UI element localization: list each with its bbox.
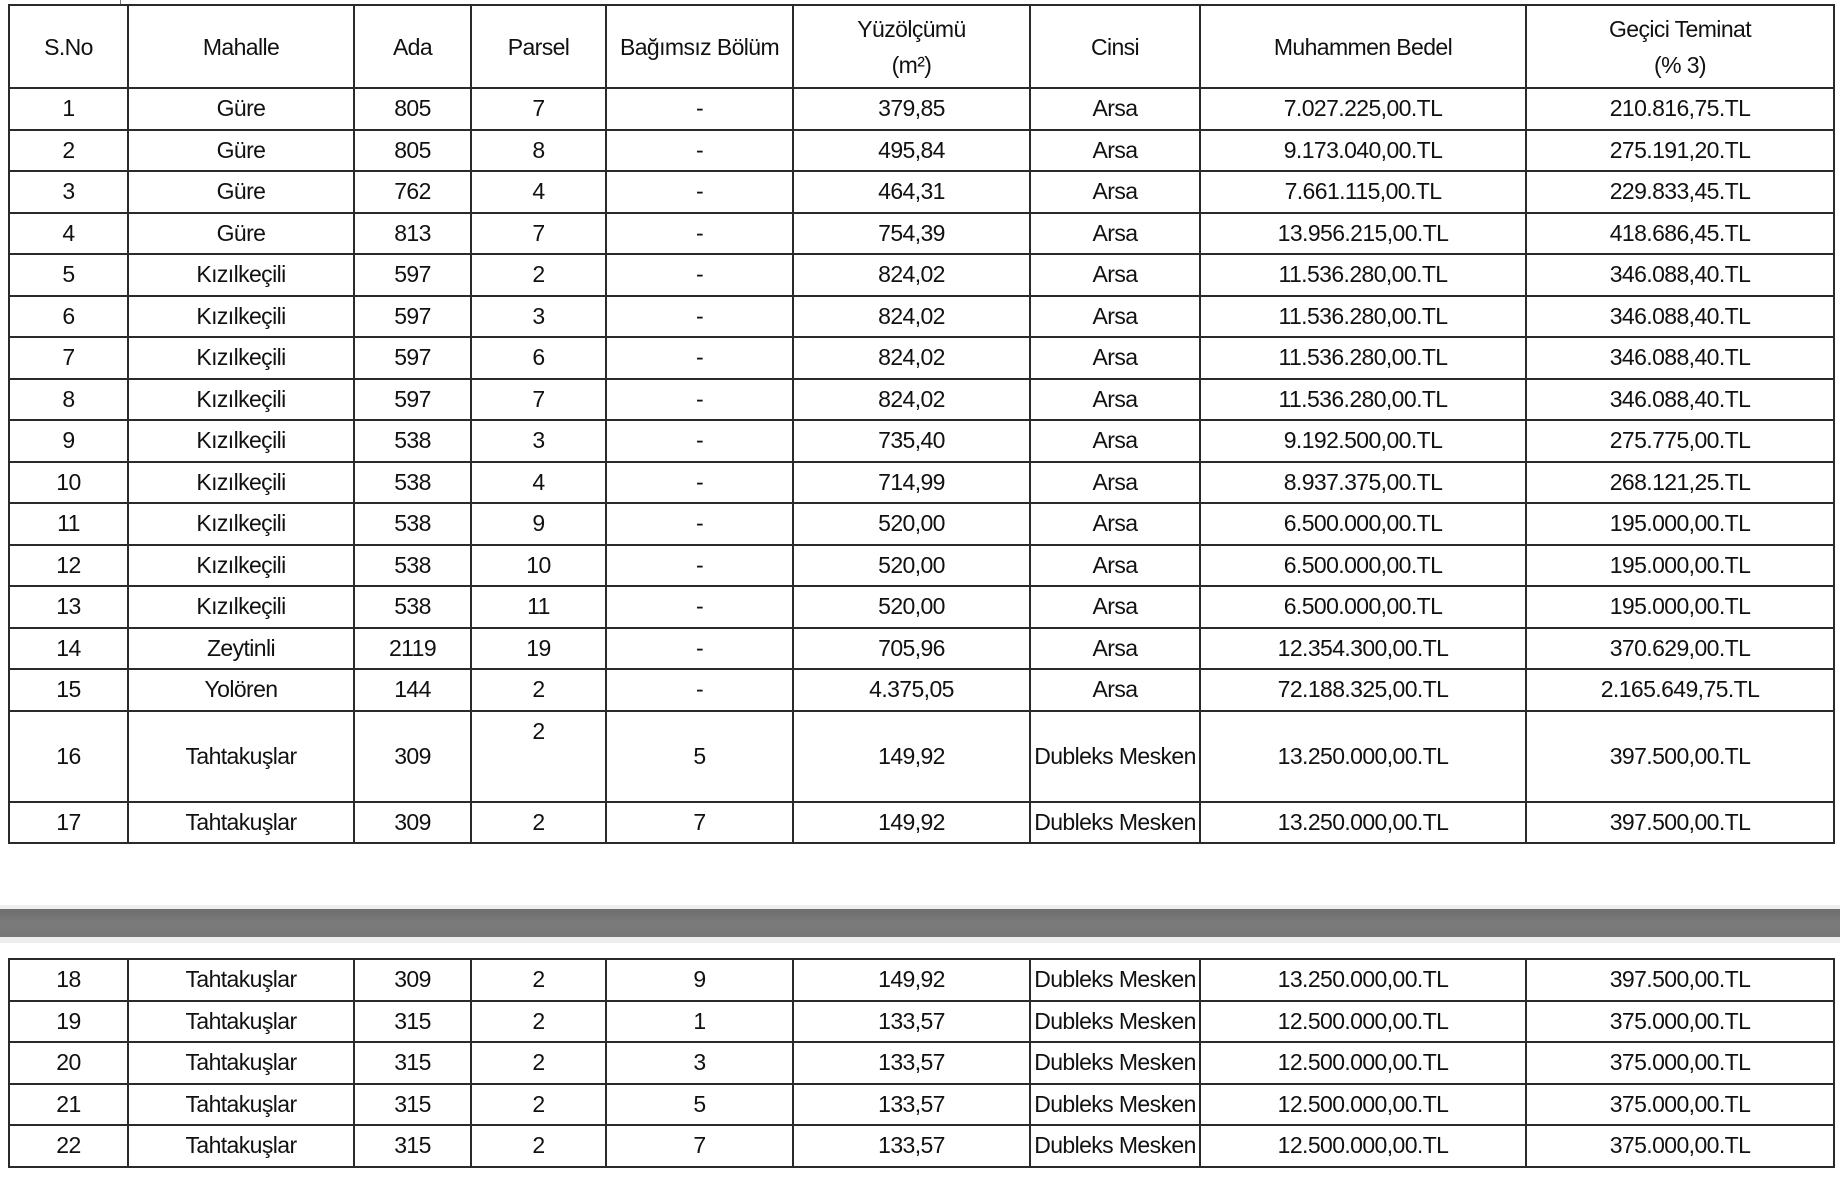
header-gecici-teminat-line1: Geçici Teminat bbox=[1608, 15, 1751, 42]
header-ada: Ada bbox=[354, 5, 471, 88]
cell-muhammen-bedel: 13.250.000,00.TL bbox=[1200, 959, 1526, 1001]
cell-mahalle: Güre bbox=[128, 171, 354, 213]
cell-ada: 538 bbox=[354, 503, 471, 545]
parcel-table-page-2 bbox=[8, 958, 1835, 1168]
header-yuzolcumu bbox=[793, 5, 1030, 88]
cell-ada: 597 bbox=[354, 254, 471, 296]
cell-ada: 538 bbox=[354, 586, 471, 628]
cell-mahalle: Yolören bbox=[128, 669, 354, 711]
cell-sno: 13 bbox=[9, 586, 128, 628]
table-row bbox=[9, 1084, 1834, 1126]
cell-muhammen-bedel: 72.188.325,00.TL bbox=[1200, 669, 1526, 711]
cell-ada: 538 bbox=[354, 545, 471, 587]
table-row bbox=[9, 296, 1834, 338]
header-yuzolcumu-line1: Yüzölçümü bbox=[857, 15, 966, 42]
cell-parsel: 7 bbox=[471, 88, 606, 130]
cell-mahalle: Tahtakuşlar bbox=[128, 1084, 354, 1126]
cell-ada: 144 bbox=[354, 669, 471, 711]
cell-ada: 309 bbox=[354, 802, 471, 844]
cell-parsel: 3 bbox=[471, 420, 606, 462]
table-row bbox=[9, 171, 1834, 213]
cell-muhammen-bedel: 7.661.115,00.TL bbox=[1200, 171, 1526, 213]
cell-gecici-teminat: 229.833,45.TL bbox=[1526, 171, 1834, 213]
cell-parsel: 8 bbox=[471, 130, 606, 172]
cell-sno: 2 bbox=[9, 130, 128, 172]
cell-bagimsiz-bolum: - bbox=[606, 213, 793, 255]
cell-gecici-teminat: 275.775,00.TL bbox=[1526, 420, 1834, 462]
cell-mahalle: Tahtakuşlar bbox=[128, 1042, 354, 1084]
cell-mahalle: Kızılkeçili bbox=[128, 379, 354, 421]
cell-gecici-teminat: 418.686,45.TL bbox=[1526, 213, 1834, 255]
table-row bbox=[9, 88, 1834, 130]
header-yuzolcumu-line2: (m²) bbox=[891, 51, 932, 78]
cell-mahalle: Kızılkeçili bbox=[128, 586, 354, 628]
cell-muhammen-bedel: 11.536.280,00.TL bbox=[1200, 254, 1526, 296]
cell-bagimsiz-bolum: - bbox=[606, 254, 793, 296]
cell-bagimsiz-bolum: - bbox=[606, 171, 793, 213]
cell-parsel: 2 bbox=[471, 1042, 606, 1084]
table-row bbox=[9, 802, 1834, 844]
cell-cinsi: Arsa bbox=[1030, 628, 1200, 670]
cell-ada: 315 bbox=[354, 1084, 471, 1126]
cell-parsel: 2 bbox=[471, 669, 606, 711]
cell-cinsi: Arsa bbox=[1030, 254, 1200, 296]
header-cinsi: Cinsi bbox=[1030, 5, 1200, 88]
cell-yuzolcumu: 520,00 bbox=[793, 503, 1030, 545]
cell-muhammen-bedel: 13.250.000,00.TL bbox=[1200, 711, 1526, 802]
cell-gecici-teminat: 346.088,40.TL bbox=[1526, 296, 1834, 338]
cell-mahalle: Zeytinli bbox=[128, 628, 354, 670]
cell-parsel: 3 bbox=[471, 296, 606, 338]
cell-ada: 597 bbox=[354, 379, 471, 421]
cell-bagimsiz-bolum: - bbox=[606, 669, 793, 711]
cell-yuzolcumu: 379,85 bbox=[793, 88, 1030, 130]
cell-ada: 597 bbox=[354, 296, 471, 338]
cell-bagimsiz-bolum: - bbox=[606, 88, 793, 130]
cell-parsel: 2 bbox=[471, 1084, 606, 1126]
table-row bbox=[9, 254, 1834, 296]
cell-mahalle: Güre bbox=[128, 88, 354, 130]
cell-muhammen-bedel: 6.500.000,00.TL bbox=[1200, 503, 1526, 545]
cell-bagimsiz-bolum: - bbox=[606, 462, 793, 504]
table-row bbox=[9, 711, 1834, 802]
cell-mahalle: Güre bbox=[128, 213, 354, 255]
table-row bbox=[9, 337, 1834, 379]
cell-parsel: 2 bbox=[471, 1001, 606, 1043]
cell-bagimsiz-bolum: 7 bbox=[606, 1125, 793, 1167]
cell-gecici-teminat: 397.500,00.TL bbox=[1526, 959, 1834, 1001]
cell-gecici-teminat: 210.816,75.TL bbox=[1526, 88, 1834, 130]
cell-sno: 5 bbox=[9, 254, 128, 296]
table-row bbox=[9, 379, 1834, 421]
cell-parsel: 4 bbox=[471, 462, 606, 504]
cell-gecici-teminat: 375.000,00.TL bbox=[1526, 1042, 1834, 1084]
cell-ada: 315 bbox=[354, 1001, 471, 1043]
table-row bbox=[9, 462, 1834, 504]
cell-bagimsiz-bolum: 5 bbox=[606, 711, 793, 802]
cell-bagimsiz-bolum: 9 bbox=[606, 959, 793, 1001]
cell-muhammen-bedel: 9.192.500,00.TL bbox=[1200, 420, 1526, 462]
cell-mahalle: Kızılkeçili bbox=[128, 337, 354, 379]
cell-cinsi: Arsa bbox=[1030, 88, 1200, 130]
cell-yuzolcumu: 520,00 bbox=[793, 545, 1030, 587]
cell-bagimsiz-bolum: - bbox=[606, 296, 793, 338]
cell-yuzolcumu: 149,92 bbox=[793, 802, 1030, 844]
table-row bbox=[9, 628, 1834, 670]
cell-cinsi: Arsa bbox=[1030, 462, 1200, 504]
cell-mahalle: Güre bbox=[128, 130, 354, 172]
cell-bagimsiz-bolum: 7 bbox=[606, 802, 793, 844]
cell-sno: 7 bbox=[9, 337, 128, 379]
cell-parsel: 7 bbox=[471, 213, 606, 255]
cell-sno: 16 bbox=[9, 711, 128, 802]
cell-sno: 6 bbox=[9, 296, 128, 338]
cell-muhammen-bedel: 13.956.215,00.TL bbox=[1200, 213, 1526, 255]
cell-mahalle: Kızılkeçili bbox=[128, 545, 354, 587]
header-row bbox=[9, 5, 1834, 88]
cell-ada: 813 bbox=[354, 213, 471, 255]
cell-parsel: 7 bbox=[471, 379, 606, 421]
cell-bagimsiz-bolum: - bbox=[606, 545, 793, 587]
table-row bbox=[9, 130, 1834, 172]
cell-muhammen-bedel: 8.937.375,00.TL bbox=[1200, 462, 1526, 504]
cell-yuzolcumu: 824,02 bbox=[793, 254, 1030, 296]
cell-muhammen-bedel: 12.500.000,00.TL bbox=[1200, 1001, 1526, 1043]
cell-gecici-teminat: 375.000,00.TL bbox=[1526, 1125, 1834, 1167]
cell-gecici-teminat: 275.191,20.TL bbox=[1526, 130, 1834, 172]
cell-mahalle: Tahtakuşlar bbox=[128, 1001, 354, 1043]
cell-mahalle: Kızılkeçili bbox=[128, 503, 354, 545]
cell-gecici-teminat: 375.000,00.TL bbox=[1526, 1084, 1834, 1126]
table-row bbox=[9, 959, 1834, 1001]
cell-bagimsiz-bolum: - bbox=[606, 420, 793, 462]
cell-cinsi: Arsa bbox=[1030, 586, 1200, 628]
cell-yuzolcumu: 149,92 bbox=[793, 959, 1030, 1001]
cell-gecici-teminat: 195.000,00.TL bbox=[1526, 545, 1834, 587]
cell-yuzolcumu: 133,57 bbox=[793, 1042, 1030, 1084]
table-row bbox=[9, 1001, 1834, 1043]
cell-yuzolcumu: 714,99 bbox=[793, 462, 1030, 504]
table-row bbox=[9, 420, 1834, 462]
cell-muhammen-bedel: 6.500.000,00.TL bbox=[1200, 586, 1526, 628]
cell-cinsi: Arsa bbox=[1030, 337, 1200, 379]
cell-ada: 309 bbox=[354, 711, 471, 802]
cell-gecici-teminat: 268.121,25.TL bbox=[1526, 462, 1834, 504]
cell-bagimsiz-bolum: - bbox=[606, 337, 793, 379]
parcel-table-page-1 bbox=[8, 4, 1835, 844]
header-muhammen-bedel: Muhammen Bedel bbox=[1200, 5, 1526, 88]
table-row bbox=[9, 1042, 1834, 1084]
cell-yuzolcumu: 133,57 bbox=[793, 1125, 1030, 1167]
header-gecici-teminat bbox=[1526, 5, 1834, 88]
cell-gecici-teminat: 346.088,40.TL bbox=[1526, 379, 1834, 421]
cell-bagimsiz-bolum: - bbox=[606, 503, 793, 545]
cell-parsel: 2 bbox=[471, 959, 606, 1001]
cell-cinsi: Arsa bbox=[1030, 379, 1200, 421]
cell-muhammen-bedel: 12.500.000,00.TL bbox=[1200, 1125, 1526, 1167]
cell-bagimsiz-bolum: - bbox=[606, 628, 793, 670]
cell-ada: 597 bbox=[354, 337, 471, 379]
cell-muhammen-bedel: 11.536.280,00.TL bbox=[1200, 296, 1526, 338]
table-row bbox=[9, 586, 1834, 628]
cell-cinsi: Dubleks Mesken bbox=[1030, 1125, 1200, 1167]
cell-cinsi: Arsa bbox=[1030, 213, 1200, 255]
cell-sno: 22 bbox=[9, 1125, 128, 1167]
cell-cinsi: Dubleks Mesken bbox=[1030, 1001, 1200, 1043]
cell-cinsi: Dubleks Mesken bbox=[1030, 1042, 1200, 1084]
cell-gecici-teminat: 2.165.649,75.TL bbox=[1526, 669, 1834, 711]
header-sno: S.No bbox=[9, 5, 128, 88]
cell-cinsi: Arsa bbox=[1030, 420, 1200, 462]
cell-sno: 9 bbox=[9, 420, 128, 462]
cell-mahalle: Kızılkeçili bbox=[128, 296, 354, 338]
cell-bagimsiz-bolum: - bbox=[606, 379, 793, 421]
cell-sno: 10 bbox=[9, 462, 128, 504]
cell-ada: 315 bbox=[354, 1125, 471, 1167]
cell-cinsi: Arsa bbox=[1030, 171, 1200, 213]
cell-gecici-teminat: 370.629,00.TL bbox=[1526, 628, 1834, 670]
cell-mahalle: Tahtakuşlar bbox=[128, 1125, 354, 1167]
cell-parsel: 2 bbox=[471, 711, 606, 802]
cell-parsel: 6 bbox=[471, 337, 606, 379]
cell-cinsi: Dubleks Mesken bbox=[1030, 1084, 1200, 1126]
cell-gecici-teminat: 397.500,00.TL bbox=[1526, 802, 1834, 844]
cell-sno: 14 bbox=[9, 628, 128, 670]
cell-muhammen-bedel: 11.536.280,00.TL bbox=[1200, 379, 1526, 421]
cell-parsel: 10 bbox=[471, 545, 606, 587]
cell-yuzolcumu: 824,02 bbox=[793, 337, 1030, 379]
cell-bagimsiz-bolum: 3 bbox=[606, 1042, 793, 1084]
table-row bbox=[9, 545, 1834, 587]
cell-parsel: 2 bbox=[471, 1125, 606, 1167]
cell-muhammen-bedel: 12.354.300,00.TL bbox=[1200, 628, 1526, 670]
cell-yuzolcumu: 824,02 bbox=[793, 379, 1030, 421]
cell-sno: 20 bbox=[9, 1042, 128, 1084]
cell-ada: 538 bbox=[354, 462, 471, 504]
table-row bbox=[9, 669, 1834, 711]
cell-parsel: 19 bbox=[471, 628, 606, 670]
table-row bbox=[9, 1125, 1834, 1167]
page-break-separator bbox=[0, 905, 1840, 943]
cell-muhammen-bedel: 13.250.000,00.TL bbox=[1200, 802, 1526, 844]
page-break-band bbox=[0, 909, 1840, 937]
cell-mahalle: Tahtakuşlar bbox=[128, 711, 354, 802]
cell-yuzolcumu: 149,92 bbox=[793, 711, 1030, 802]
cell-sno: 15 bbox=[9, 669, 128, 711]
cell-gecici-teminat: 346.088,40.TL bbox=[1526, 254, 1834, 296]
cell-parsel: 4 bbox=[471, 171, 606, 213]
cell-sno: 19 bbox=[9, 1001, 128, 1043]
cell-parsel: 11 bbox=[471, 586, 606, 628]
cell-yuzolcumu: 4.375,05 bbox=[793, 669, 1030, 711]
cell-ada: 309 bbox=[354, 959, 471, 1001]
table-row bbox=[9, 213, 1834, 255]
cell-sno: 18 bbox=[9, 959, 128, 1001]
cell-muhammen-bedel: 12.500.000,00.TL bbox=[1200, 1042, 1526, 1084]
cell-muhammen-bedel: 9.173.040,00.TL bbox=[1200, 130, 1526, 172]
cell-gecici-teminat: 195.000,00.TL bbox=[1526, 503, 1834, 545]
cell-parsel: 2 bbox=[471, 802, 606, 844]
cell-sno: 1 bbox=[9, 88, 128, 130]
cell-cinsi: Arsa bbox=[1030, 545, 1200, 587]
cell-bagimsiz-bolum: - bbox=[606, 586, 793, 628]
cell-bagimsiz-bolum: 5 bbox=[606, 1084, 793, 1126]
cell-mahalle: Kızılkeçili bbox=[128, 254, 354, 296]
cell-sno: 21 bbox=[9, 1084, 128, 1126]
cell-gecici-teminat: 346.088,40.TL bbox=[1526, 337, 1834, 379]
cell-cinsi: Arsa bbox=[1030, 296, 1200, 338]
cell-parsel: 9 bbox=[471, 503, 606, 545]
cell-muhammen-bedel: 7.027.225,00.TL bbox=[1200, 88, 1526, 130]
cell-gecici-teminat: 397.500,00.TL bbox=[1526, 711, 1834, 802]
cell-yuzolcumu: 705,96 bbox=[793, 628, 1030, 670]
cell-sno: 3 bbox=[9, 171, 128, 213]
cell-sno: 11 bbox=[9, 503, 128, 545]
cell-muhammen-bedel: 6.500.000,00.TL bbox=[1200, 545, 1526, 587]
cell-cinsi: Arsa bbox=[1030, 503, 1200, 545]
cell-muhammen-bedel: 11.536.280,00.TL bbox=[1200, 337, 1526, 379]
cell-mahalle: Kızılkeçili bbox=[128, 462, 354, 504]
cell-cinsi: Dubleks Mesken bbox=[1030, 802, 1200, 844]
cell-gecici-teminat: 195.000,00.TL bbox=[1526, 586, 1834, 628]
cell-gecici-teminat: 375.000,00.TL bbox=[1526, 1001, 1834, 1043]
cell-sno: 4 bbox=[9, 213, 128, 255]
table-row bbox=[9, 503, 1834, 545]
cell-ada: 805 bbox=[354, 88, 471, 130]
cell-yuzolcumu: 464,31 bbox=[793, 171, 1030, 213]
cell-sno: 8 bbox=[9, 379, 128, 421]
cell-ada: 315 bbox=[354, 1042, 471, 1084]
cell-sno: 12 bbox=[9, 545, 128, 587]
cell-cinsi: Dubleks Mesken bbox=[1030, 711, 1200, 802]
header-gecici-teminat-line2: (% 3) bbox=[1654, 51, 1706, 78]
cell-yuzolcumu: 495,84 bbox=[793, 130, 1030, 172]
cell-yuzolcumu: 754,39 bbox=[793, 213, 1030, 255]
cell-ada: 538 bbox=[354, 420, 471, 462]
cell-cinsi: Arsa bbox=[1030, 669, 1200, 711]
cell-ada: 805 bbox=[354, 130, 471, 172]
cell-bagimsiz-bolum: 1 bbox=[606, 1001, 793, 1043]
cell-mahalle: Kızılkeçili bbox=[128, 420, 354, 462]
cell-parsel: 2 bbox=[471, 254, 606, 296]
header-mahalle: Mahalle bbox=[128, 5, 354, 88]
cell-sno: 17 bbox=[9, 802, 128, 844]
cell-yuzolcumu: 735,40 bbox=[793, 420, 1030, 462]
cell-yuzolcumu: 520,00 bbox=[793, 586, 1030, 628]
cell-bagimsiz-bolum: - bbox=[606, 130, 793, 172]
cell-mahalle: Tahtakuşlar bbox=[128, 802, 354, 844]
cell-cinsi: Arsa bbox=[1030, 130, 1200, 172]
cell-yuzolcumu: 824,02 bbox=[793, 296, 1030, 338]
cell-muhammen-bedel: 12.500.000,00.TL bbox=[1200, 1084, 1526, 1126]
cell-cinsi: Dubleks Mesken bbox=[1030, 959, 1200, 1001]
header-bagimsiz-bolum: Bağımsız Bölüm bbox=[606, 5, 793, 88]
cell-ada: 2119 bbox=[354, 628, 471, 670]
cell-yuzolcumu: 133,57 bbox=[793, 1084, 1030, 1126]
cell-ada: 762 bbox=[354, 171, 471, 213]
header-parsel: Parsel bbox=[471, 5, 606, 88]
cell-mahalle: Tahtakuşlar bbox=[128, 959, 354, 1001]
cell-yuzolcumu: 133,57 bbox=[793, 1001, 1030, 1043]
